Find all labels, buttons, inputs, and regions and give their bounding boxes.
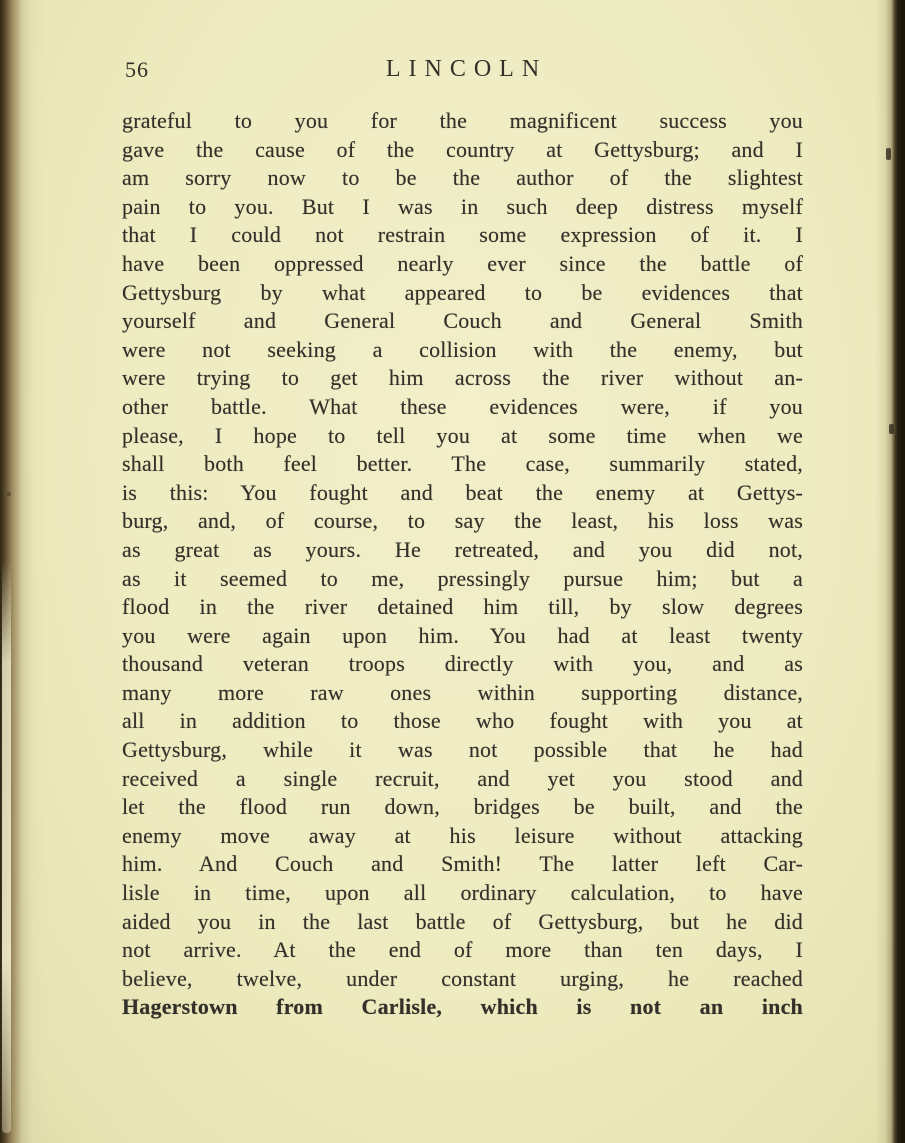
text-line: Gettysburg by what appeared to be evidences that: [122, 279, 803, 305]
text-line: enemy move away at his leisure without attacking: [122, 822, 803, 848]
page-edge-highlight: [2, 560, 11, 1133]
running-title: LINCOLN: [385, 56, 548, 82]
text-line: other battle. What these evidences were, if you: [122, 393, 803, 419]
text-line: thousand veteran troops directly with you, and as: [122, 651, 803, 677]
text-line: were trying to get him across the river without an-: [122, 365, 803, 391]
text-line: gave the cause of the country at Gettysburg; and I: [122, 136, 803, 162]
text-line: all in addition to those who fought with you at: [122, 708, 803, 734]
text-line: aided you in the last battle of Gettysburg, but he did: [122, 908, 803, 934]
text-line: many more raw ones within supporting distance,: [122, 679, 803, 705]
text-line: pain to you. But I was in such deep distress myself: [122, 193, 803, 219]
text-line: that I could not restrain some expression of it. I: [122, 222, 803, 248]
text-line: have been oppressed nearly ever since the battle of: [122, 250, 803, 276]
text-line: burg, and, of course, to say the least, his loss was: [122, 508, 803, 534]
text-line: yourself and General Couch and General Smith: [122, 308, 803, 334]
text-line: let the flood run down, bridges be built, and the: [122, 794, 803, 820]
text-line: you were again upon him. You had at least twenty: [122, 622, 803, 648]
text-line: not arrive. At the end of more than ten days, I: [122, 937, 803, 963]
text-line: am sorry now to be the author of the slightest: [122, 165, 803, 191]
body-text: [122, 107, 803, 1022]
ink-speck: [7, 492, 11, 496]
text-line: him. And Couch and Smith! The latter left Car-: [122, 851, 803, 877]
text-line: Gettysburg, while it was not possible that he had: [122, 737, 803, 763]
text-line: please, I hope to tell you at some time when we: [122, 422, 803, 448]
page-edge-shadow: [875, 0, 905, 1143]
text-line: as it seemed to me, pressingly pursue him; but a: [122, 565, 803, 591]
text-line: received a single recruit, and yet you stood and: [122, 765, 803, 791]
ink-speck: [886, 148, 891, 160]
text-line: were not seeking a collision with the enemy, but: [122, 336, 803, 362]
text-line: lisle in time, upon all ordinary calculation, to have: [122, 880, 803, 906]
page-header: [122, 56, 803, 86]
text-line: flood in the river detained him till, by slow degrees: [122, 594, 803, 620]
text-line: Hagerstown from Carlisle, which is not an inch: [122, 994, 803, 1020]
text-line: grateful to you for the magnificent success you: [122, 108, 803, 133]
ink-speck: [889, 424, 894, 434]
text-line: shall both feel better. The case, summarily stated,: [122, 451, 803, 477]
page-number: 56: [125, 57, 149, 82]
text-line: believe, twelve, under constant urging, he reached: [122, 965, 803, 991]
text-line: as great as yours. He retreated, and you did not,: [122, 536, 803, 562]
text-line: is this: You fought and beat the enemy at Gettys-: [122, 479, 803, 505]
